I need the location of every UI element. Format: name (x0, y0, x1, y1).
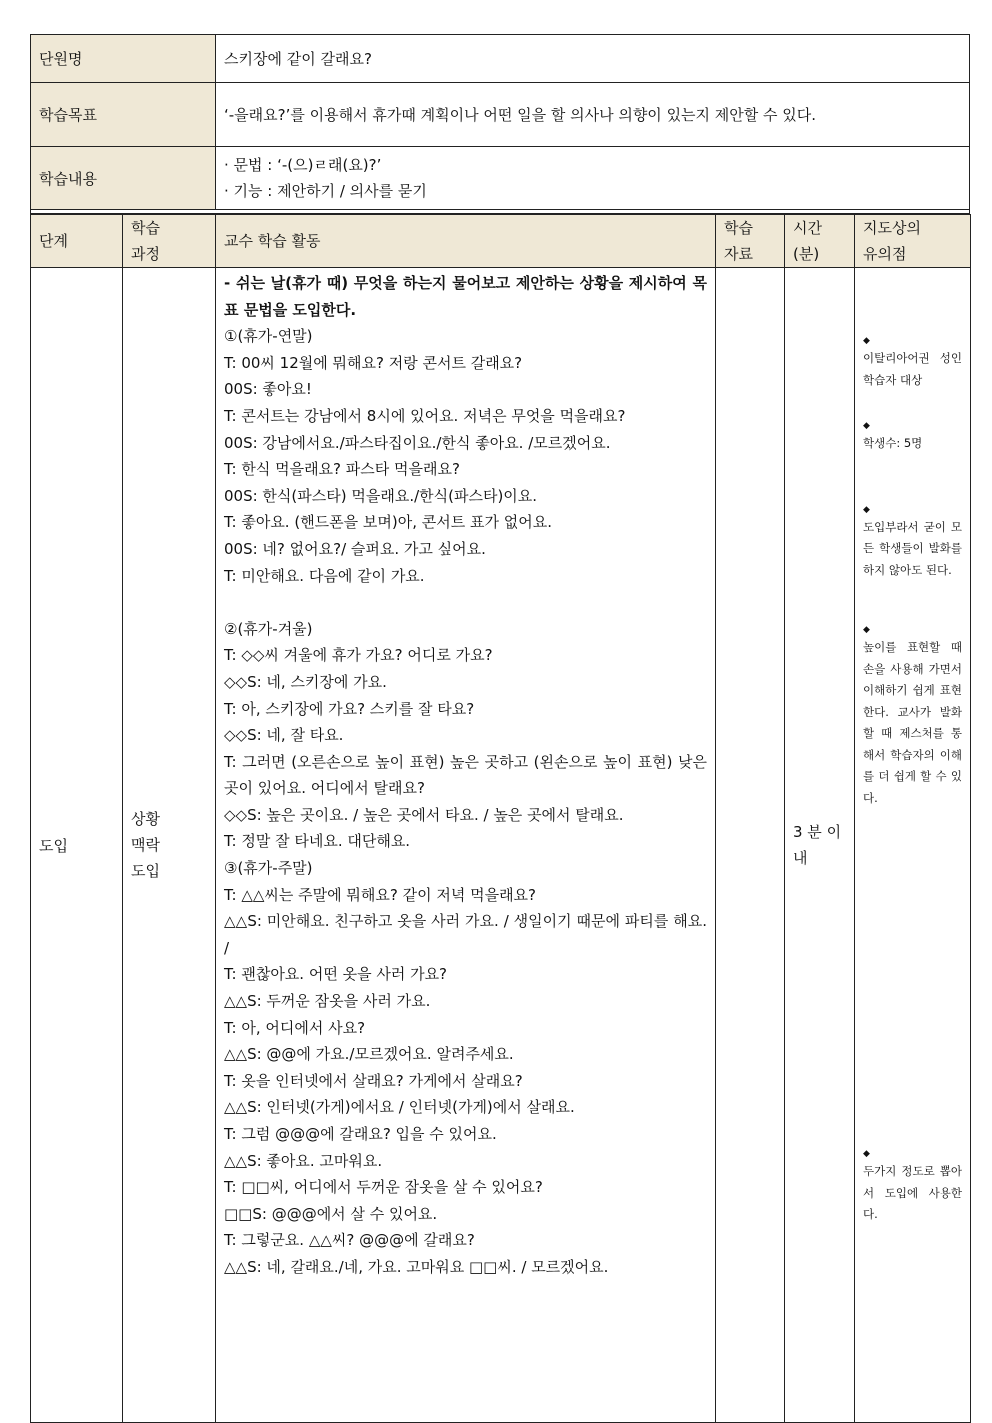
note-learners (863, 334, 962, 391)
note-student-count (863, 419, 962, 455)
activity-line: △△S: 미안해요. 친구하고 옷을 사러 가요. / 생일이기 때문에 파티를 해요. / (224, 912, 707, 957)
header-material-line1: 학습 (724, 219, 753, 237)
note-choose-two-text: 두가지 정도로 뽑아서 도입에 사용한다. (863, 1164, 962, 1221)
time-line1: 3 분 이 (793, 823, 842, 841)
note-intro-speaking-text: 도입부라서 굳이 모든 학생들이 발화를 하지 않아도 된다. (863, 519, 962, 577)
lesson-plan-table (30, 214, 971, 1423)
activity-line: ①(휴가-연말) (224, 327, 313, 346)
process-line2: 맥락 (131, 836, 160, 854)
activity-line: ◇◇S: 네, 잘 타요. (224, 726, 344, 745)
activity-cell (216, 268, 716, 1423)
note-bullet: ◆ (863, 1149, 870, 1159)
activity-line: T: 아, 어디에서 사요? (224, 1018, 366, 1037)
activity-intro: - 쉬는 날(휴가 때) 무엇을 하는지 물어보고 제안하는 상황을 제시하여 목표 문법을 도입한다. (224, 274, 707, 319)
stage-cell: 도입 (31, 268, 123, 1423)
lesson-info-table (30, 34, 970, 210)
header-notes-line1: 지도상의 (863, 219, 921, 237)
activity-line: ◇◇S: 네, 스키장에 가요. (224, 672, 387, 691)
header-material (716, 215, 785, 268)
note-bullet: ◆ (863, 421, 870, 431)
header-notes (855, 215, 971, 268)
header-time-line2: (분) (793, 245, 820, 263)
activity-line: T: 그럼 @@@에 갈래요? 입을 수 있어요. (224, 1125, 497, 1143)
activity-line: T: 한식 먹을래요? 파스타 먹을래요? (224, 460, 460, 479)
activity-line: T: 콘서트는 강남에서 8시에 있어요. 저녁은 무엇을 먹을래요? (224, 406, 626, 425)
activity-line: T: 그러면 (오른손으로 높이 표현) 높은 곳하고 (왼손으로 높이 표현) 낮은 곳이 있어요. 어디에서 탈래요? (224, 752, 707, 798)
note-student-count-text: 학생수: 5명 (863, 436, 923, 450)
activity-line: ◇◇S: 높은 곳이요. / 높은 곳에서 타요. / 높은 곳에서 탈래요. (224, 805, 624, 824)
process-cell (123, 268, 216, 1423)
goal-value: ‘-을래요?’를 이용해서 휴가때 계획이나 어떤 일을 할 의사나 의향이 있는지 제안할 수 있다. (216, 83, 970, 147)
content-function: · 기능 : 제안하기 / 의사를 묻기 (224, 182, 427, 200)
time-line2: 내 (793, 849, 808, 867)
activity-line: T: 좋아요. (핸드폰을 보며)아, 콘서트 표가 없어요. (224, 513, 553, 532)
unit-label: 단원명 (31, 35, 216, 83)
activity-line: 00S: 한식(파스타) 먹을래요./한식(파스타)이요. (224, 486, 538, 505)
note-bullet: ◆ (863, 336, 870, 346)
activity-line: T: ◇◇씨 겨울에 휴가 가요? 어디로 가요? (224, 646, 493, 665)
time-cell (785, 268, 855, 1423)
activity-line: △△S: 인터넷(가게)에서요 / 인터넷(가게)에서 살래요. (224, 1098, 575, 1117)
activity-line: 00S: 강남에서요./파스타집이요./한식 좋아요. /모르겠어요. (224, 433, 611, 452)
activity-line: T: △△씨는 주말에 뭐해요? 같이 저녁 먹을래요? (224, 885, 537, 904)
note-choose-two (863, 1147, 962, 1226)
activity-line: □□S: @@@에서 살 수 있어요. (224, 1204, 438, 1223)
activity-blank-line (224, 589, 707, 616)
header-notes-line2: 유의점 (863, 245, 907, 263)
process-line3: 도입 (131, 862, 160, 880)
header-material-line2: 자료 (724, 245, 753, 263)
activity-line: T: □□씨, 어디에서 두꺼운 잠옷을 살 수 있어요? (224, 1178, 543, 1197)
activity-line: △△S: 두꺼운 잠옷을 사러 가요. (224, 992, 431, 1011)
activity-line: T: 옷을 인터넷에서 살래요? 가게에서 살래요? (224, 1071, 523, 1090)
note-intro-speaking (863, 503, 962, 582)
activity-line: T: 그렇군요. △△씨? @@@에 갈래요? (224, 1231, 475, 1250)
activity-line: T: 미안해요. 다음에 같이 가요. (224, 566, 425, 585)
material-cell (716, 268, 785, 1423)
activity-line: T: 아, 스키장에 가요? 스키를 잘 타요? (224, 699, 475, 718)
lesson-plan-sheet (30, 34, 970, 1423)
activity-line: △△S: 네, 갈래요./네, 가요. 고마워요 □□씨. / 모르겠어요. (224, 1257, 609, 1276)
activity-line: △△S: 좋아요. 고마워요. (224, 1151, 383, 1170)
note-gesture-text: 높이를 표현할 때 손을 사용해 가면서 이해하기 쉽게 표현한다. 교사가 발화할 때 제스처를 통해서 학습자의 이해를 더 쉽게 할 수 있다. (863, 640, 962, 805)
header-stage: 단계 (31, 215, 123, 268)
activity-line: ③(휴가-주말) (224, 859, 313, 878)
activity-lines (224, 323, 707, 1280)
header-time (785, 215, 855, 268)
header-activity: 교수 학습 활동 (216, 215, 716, 268)
content-value (216, 147, 970, 210)
header-time-line1: 시간 (793, 219, 822, 237)
note-bullet: ◆ (863, 504, 870, 515)
activity-line: △△S: @@에 가요./모르겠어요. 알려주세요. (224, 1045, 514, 1064)
content-grammar: · 문법 : ‘-(으)ㄹ래(요)?’ (224, 156, 382, 174)
header-process (123, 215, 216, 268)
activity-line: 00S: 좋아요! (224, 380, 312, 399)
process-line1: 상황 (131, 810, 160, 828)
activity-line: T: 괜찮아요. 어떤 옷을 사러 가요? (224, 965, 448, 984)
note-learners-text: 이탈리아어권 성인 학습자 대상 (863, 351, 962, 387)
note-gesture (863, 623, 962, 809)
activity-line: 00S: 네? 없어요?/ 슬퍼요. 가고 싶어요. (224, 539, 486, 558)
activity-line: T: 정말 잘 타네요. 대단해요. (224, 832, 411, 851)
activity-line: T: 00씨 12월에 뭐해요? 저랑 콘서트 갈래요? (224, 353, 523, 372)
note-bullet: ◆ (863, 625, 870, 635)
activity-line: ②(휴가-겨울) (224, 619, 313, 638)
notes-cell (855, 268, 971, 1423)
header-process-line1: 학습 (131, 219, 160, 237)
unit-value: 스키장에 같이 갈래요? (216, 35, 970, 83)
goal-label: 학습목표 (31, 83, 216, 147)
header-process-line2: 과정 (131, 245, 160, 263)
content-label: 학습내용 (31, 147, 216, 210)
